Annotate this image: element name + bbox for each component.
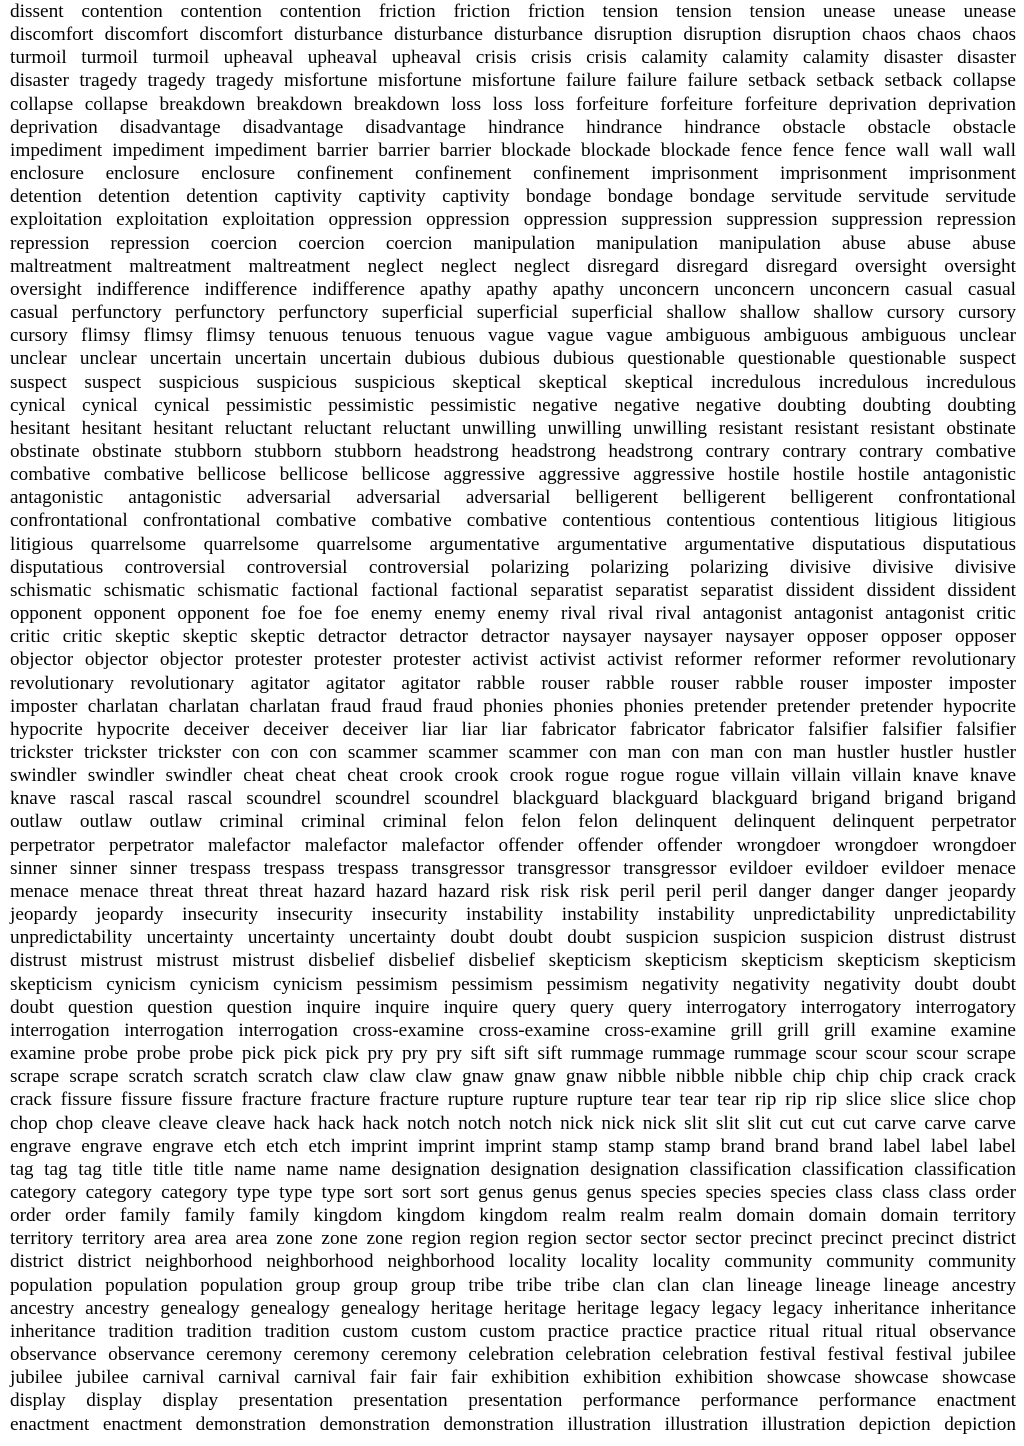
text-line: turmoil turmoil turmoil upheaval upheaval upheaval crisis crisis crisis calamity calamity calamity disaster disaster	[10, 47, 1016, 69]
text-line: critic critic skeptic skeptic skeptic detractor detractor detractor naysayer naysayer naysayer opposer opposer opposer	[10, 626, 1016, 648]
text-line: jeopardy jeopardy insecurity insecurity insecurity instability instability instability unpredictability unpredictability	[10, 904, 1016, 926]
text-line: impediment impediment impediment barrier barrier barrier blockade blockade blockade fence fence fence wall wall wall	[10, 139, 1016, 161]
text-line: district district neighborhood neighborhood neighborhood locality locality locality community community community	[10, 1251, 1016, 1273]
text-line: cynical cynical cynical pessimistic pessimistic pessimistic negative negative negative doubting doubting doubting	[10, 394, 1016, 416]
text-line: antagonistic antagonistic adversarial adversarial adversarial belligerent belligerent belligerent confrontational	[10, 487, 1016, 509]
text-line: deprivation disadvantage disadvantage disadvantage hindrance hindrance hindrance obstacle obstacle obstacle	[10, 116, 1016, 138]
text-line: dissent contention contention contention friction friction friction tension tension tension unease unease unease	[10, 1, 1016, 22]
text-line: enclosure enclosure enclosure confinement confinement confinement imprisonment imprisonment imprisonment	[10, 163, 1016, 185]
text-line: confrontational confrontational combative combative combative contentious contentious contentious litigious litigious	[10, 510, 1016, 532]
text-line: exploitation exploitation exploitation oppression oppression oppression suppression suppression suppression repression	[10, 209, 1016, 231]
text-line: chop chop cleave cleave cleave hack hack hack notch notch notch nick nick nick slit slit slit cut cut cut carve carve carve	[10, 1112, 1016, 1134]
text-line: revolutionary revolutionary agitator agitator agitator rabble rouser rabble rouser rabble rouser imposter imposter	[10, 672, 1016, 694]
text-line: cursory flimsy flimsy flimsy tenuous tenuous tenuous vague vague vague ambiguous ambiguous ambiguous unclear	[10, 325, 1016, 347]
text-line: crack fissure fissure fissure fracture fracture fracture rupture rupture rupture tear tear tear rip rip rip slice slice slice chop	[10, 1089, 1016, 1111]
text-line: knave rascal rascal rascal scoundrel scoundrel scoundrel blackguard blackguard blackguard brigand brigand brigand	[10, 788, 1016, 810]
text-line: menace menace threat threat threat hazard hazard hazard risk risk risk peril peril peril danger danger danger jeopardy	[10, 880, 1016, 902]
text-line: inheritance tradition tradition tradition custom custom custom practice practice practice ritual ritual ritual observance	[10, 1320, 1016, 1342]
text-line: collapse collapse breakdown breakdown breakdown loss loss loss forfeiture forfeiture forfeiture deprivation deprivation	[10, 93, 1016, 115]
text-line: outlaw outlaw outlaw criminal criminal criminal felon felon felon delinquent delinquent delinquent perpetrator	[10, 811, 1016, 833]
text-line: imposter charlatan charlatan charlatan fraud fraud fraud phonies phonies phonies pretender pretender pretender hypocrite	[10, 695, 1016, 717]
text-line: opponent opponent opponent foe foe foe enemy enemy enemy rival rival rival antagonist antagonist antagonist critic	[10, 603, 1016, 625]
text-line: display display display presentation presentation presentation performance performance performance enactment	[10, 1390, 1016, 1412]
text-line: examine probe probe probe pick pick pick pry pry pry sift sift sift rummage rummage rummage scour scour scour scrape	[10, 1043, 1016, 1065]
text-line: maltreatment maltreatment maltreatment neglect neglect neglect disregard disregard disregard oversight oversight	[10, 255, 1016, 277]
text-line: tag tag tag title title title name name name designation designation designation classification classification classification	[10, 1158, 1016, 1180]
document-body	[10, 0, 1016, 1436]
text-line: doubt question question question inquire inquire inquire query query query interrogatory interrogatory interrogatory	[10, 996, 1016, 1018]
text-line: hypocrite hypocrite deceiver deceiver deceiver liar liar liar fabricator fabricator fabricator falsifier falsifier falsifier	[10, 718, 1016, 740]
text-line: category category category type type type sort sort sort genus genus genus species species species class class class order	[10, 1181, 1016, 1203]
text-line: unpredictability uncertainty uncertainty uncertainty doubt doubt doubt suspicion suspicion suspicion distrust distrust	[10, 927, 1016, 949]
text-line: ancestry ancestry genealogy genealogy genealogy heritage heritage heritage legacy legacy legacy inheritance inheritance	[10, 1297, 1016, 1319]
text-line: repression repression coercion coercion coercion manipulation manipulation manipulation abuse abuse abuse	[10, 232, 1016, 254]
text-line: suspect suspect suspicious suspicious suspicious skeptical skeptical skeptical incredulous incredulous incredulous	[10, 371, 1016, 393]
text-line: oversight indifference indifference indifference apathy apathy apathy unconcern unconcern unconcern casual casual	[10, 278, 1016, 300]
text-line: interrogation interrogation interrogation cross-examine cross-examine cross-examine grill grill grill examine examine	[10, 1019, 1016, 1041]
text-line: obstinate obstinate stubborn stubborn stubborn headstrong headstrong headstrong contrary contrary contrary combative	[10, 440, 1016, 462]
text-line: unclear unclear uncertain uncertain uncertain dubious dubious dubious questionable questionable questionable suspect	[10, 348, 1016, 370]
text-line: distrust mistrust mistrust mistrust disbelief disbelief disbelief skepticism skepticism skepticism skepticism skepticism	[10, 950, 1016, 972]
text-line: trickster trickster trickster con con con scammer scammer scammer con man con man con man hustler hustler hustler	[10, 742, 1016, 763]
text-line: population population population group group group tribe tribe tribe clan clan clan lineage lineage lineage ancestry	[10, 1274, 1016, 1296]
text-line: order order family family family kingdom kingdom kingdom realm realm realm domain domain domain territory	[10, 1205, 1016, 1227]
text-line: enactment enactment demonstration demonstration demonstration illustration illustration illustration depiction depiction	[10, 1413, 1016, 1435]
text-line: engrave engrave engrave etch etch etch imprint imprint imprint stamp stamp stamp brand brand brand label label label	[10, 1135, 1016, 1157]
text-line: detention detention detention captivity captivity captivity bondage bondage bondage servitude servitude servitude	[10, 186, 1016, 208]
text-line: jubilee jubilee carnival carnival carnival fair fair fair exhibition exhibition exhibition showcase showcase showcase	[10, 1367, 1016, 1389]
text-line: combative combative bellicose bellicose bellicose aggressive aggressive aggressive hostile hostile hostile antagonistic	[10, 464, 1016, 486]
text-line: swindler swindler swindler cheat cheat cheat crook crook crook rogue rogue rogue villain villain villain knave knave	[10, 765, 1016, 787]
text-line: territory territory area area area zone zone zone region region region sector sector sector precinct precinct precinct district	[10, 1228, 1016, 1250]
text-line: sinner sinner sinner trespass trespass trespass transgressor transgressor transgressor evildoer evildoer evildoer menace	[10, 857, 1016, 879]
text-line: skepticism cynicism cynicism cynicism pessimism pessimism pessimism negativity negativity negativity doubt doubt	[10, 973, 1016, 995]
text-line: objector objector objector protester protester protester activist activist activist reformer reformer reformer revolutionary	[10, 649, 1016, 671]
text-line: scrape scrape scratch scratch scratch claw claw claw gnaw gnaw gnaw nibble nibble nibble chip chip chip crack crack	[10, 1066, 1016, 1088]
text-line: litigious quarrelsome quarrelsome quarrelsome argumentative argumentative argumentative disputatious disputatious	[10, 533, 1016, 555]
text-line: hesitant hesitant hesitant reluctant reluctant reluctant unwilling unwilling unwilling resistant resistant resistant obstinate	[10, 417, 1016, 439]
text-line: disputatious controversial controversial controversial polarizing polarizing polarizing divisive divisive divisive	[10, 556, 1016, 578]
text-line: schismatic schismatic schismatic factional factional factional separatist separatist separatist dissident dissident dissident	[10, 579, 1016, 601]
text-line: observance observance ceremony ceremony ceremony celebration celebration celebration festival festival festival jubilee	[10, 1344, 1016, 1366]
text-line: perpetrator perpetrator malefactor malefactor malefactor offender offender offender wrongdoer wrongdoer wrongdoer	[10, 834, 1016, 856]
text-line: casual perfunctory perfunctory perfunctory superficial superficial superficial shallow shallow shallow cursory cursory	[10, 302, 1016, 324]
text-line: discomfort discomfort discomfort disturbance disturbance disturbance disruption disruption disruption chaos chaos chaos	[10, 24, 1016, 46]
text-line: disaster tragedy tragedy tragedy misfortune misfortune misfortune failure failure failure setback setback setback collapse	[10, 70, 1016, 92]
